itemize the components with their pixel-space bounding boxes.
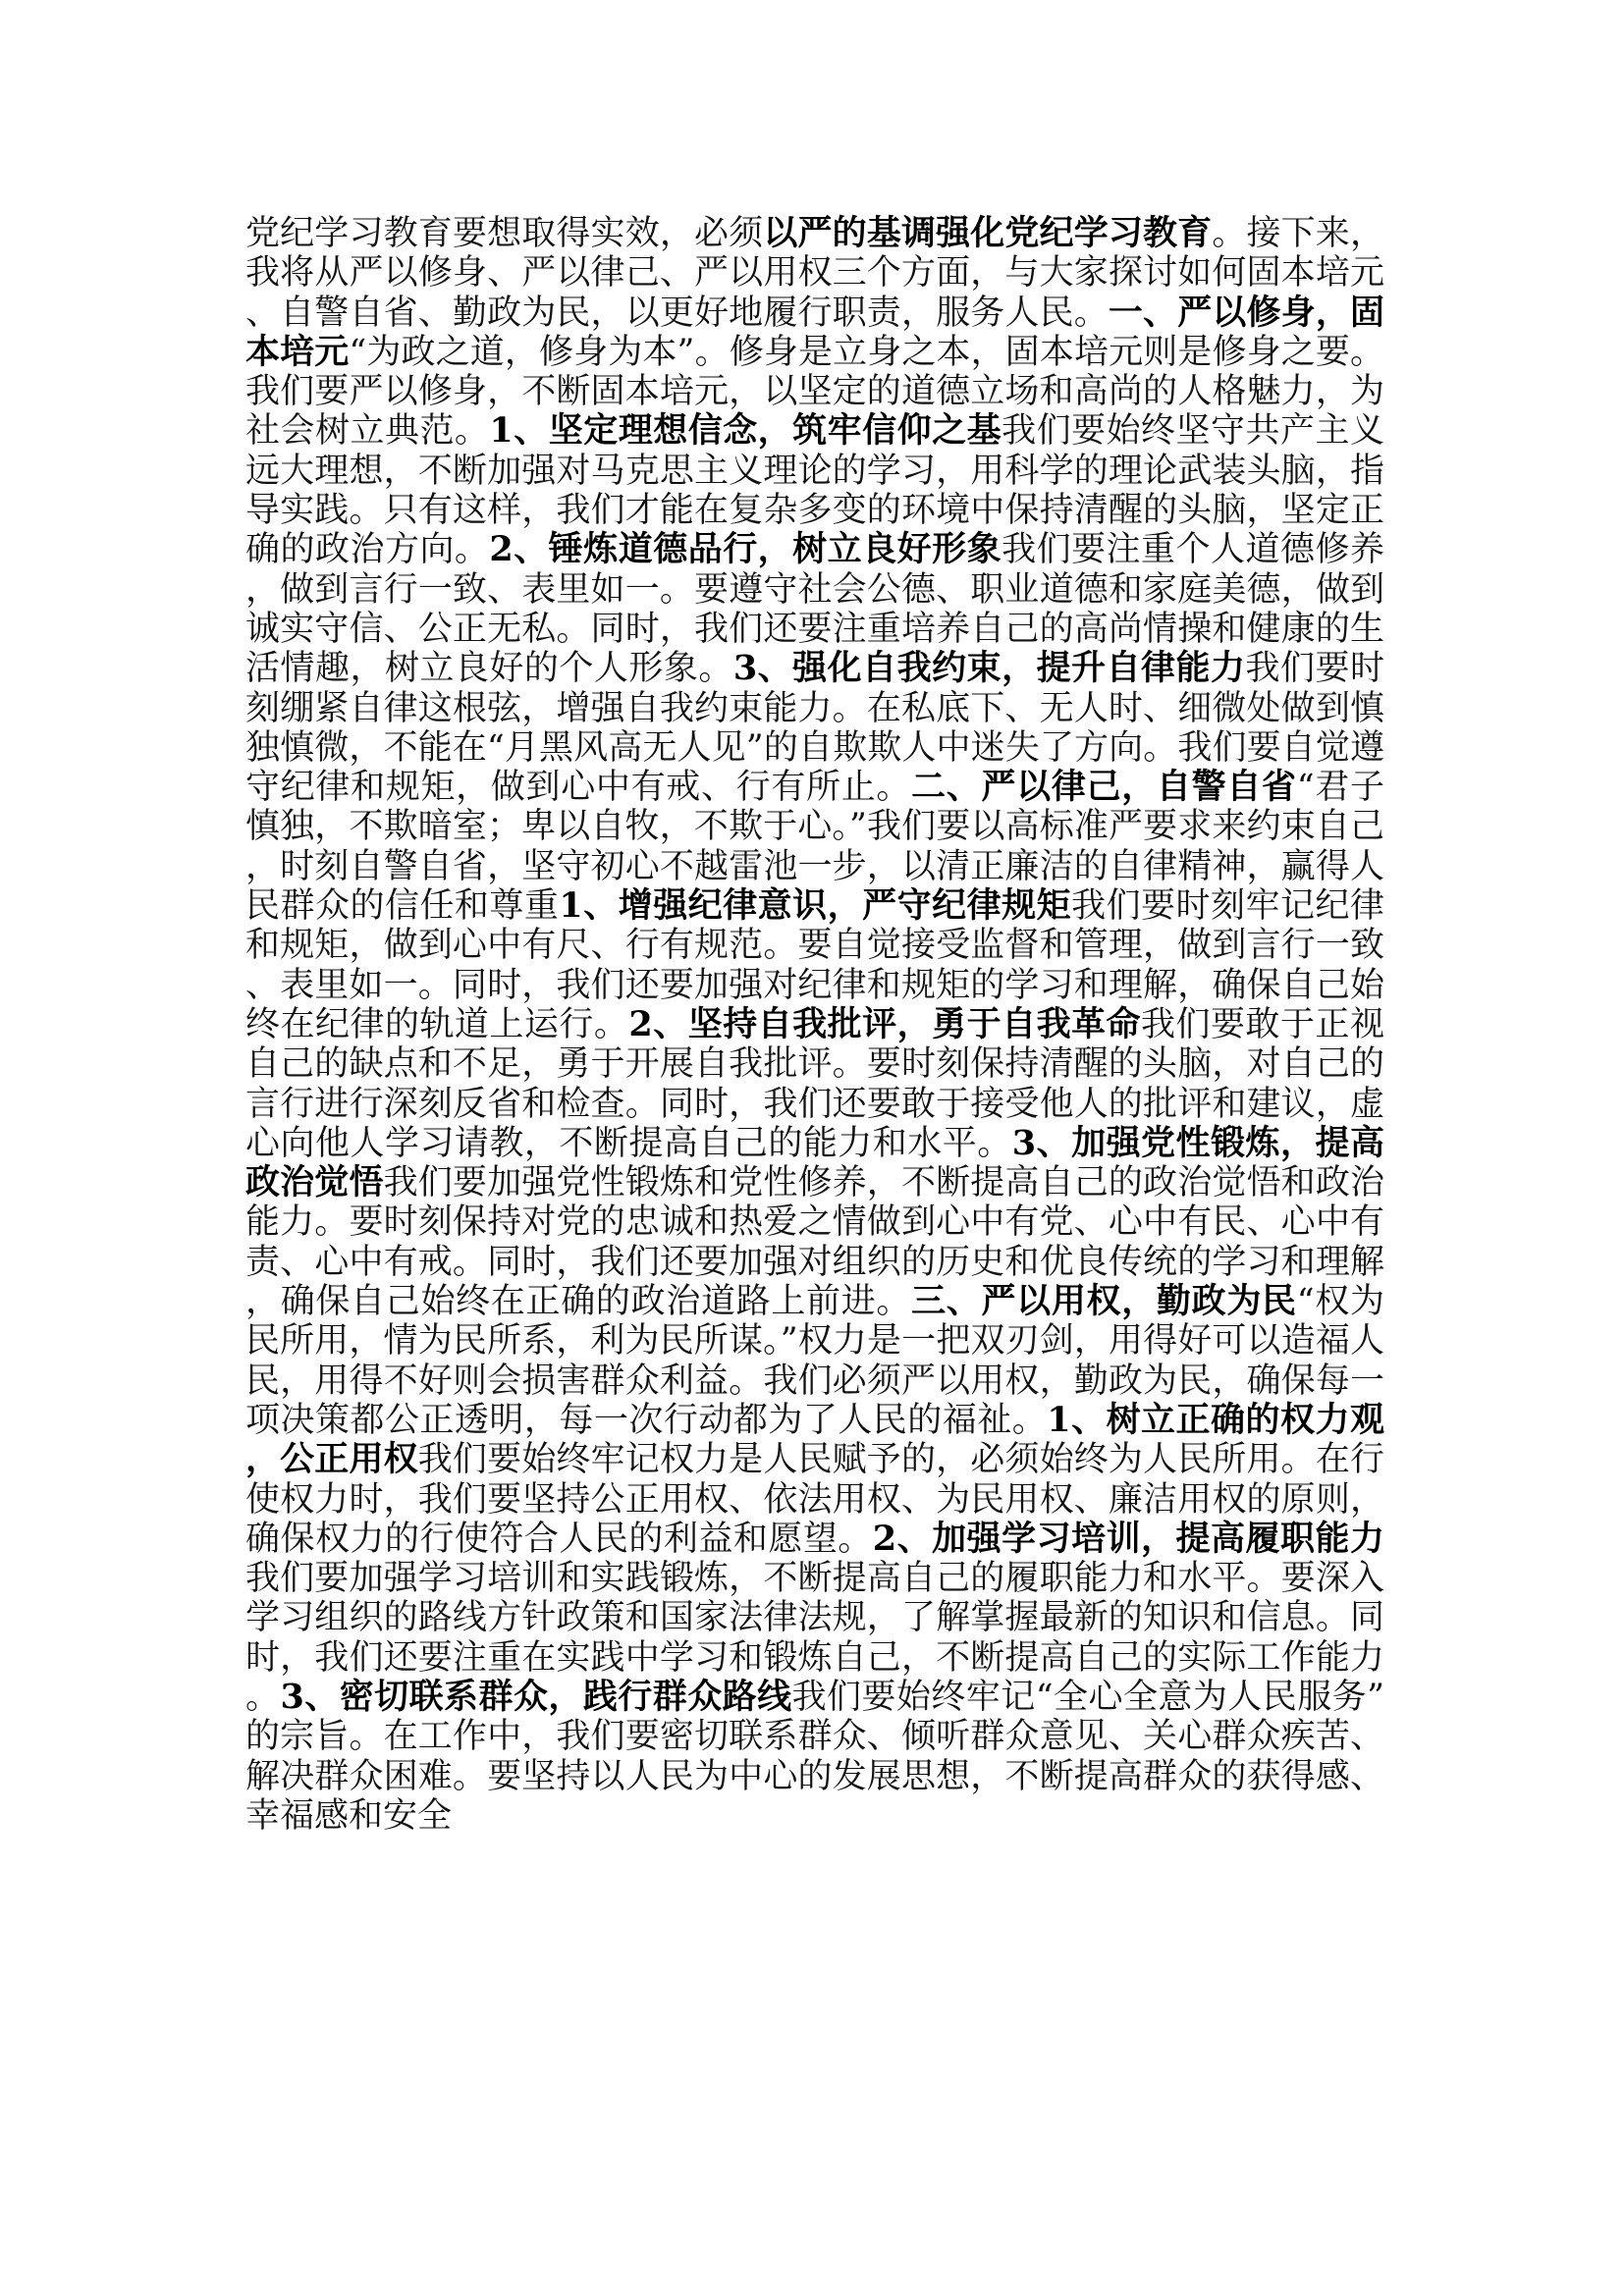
subheading: 2、加强学习培训，提高履职能力 [872,1518,1384,1559]
section-heading-3: 三、严以用权，勤政为民 [911,1281,1297,1322]
subheading: 3、强化自我约束，提升自律能力 [732,648,1246,689]
subheading: 2、锤炼道德品行，树立良好形象 [489,529,1002,570]
text-run: 。接下来，我将从严以修身、严以律己、严以用权三个方面，与大家探讨如何固本培元、自警自省、勤政为民，以更好地履行职责，服务人民。 [245,214,1384,333]
text-run: 我们要时刻牢记纪律和规矩，做到心中有尺、行有规范。要自觉接受监督和管理，做到言行一致、表里如一。同时，我们还要加强对纪律和规矩的学习和理解，确保自己始终在纪律的轨道上运行。 [245,886,1384,1044]
subheading: 3、加强党性锻炼，提高政治觉悟 [245,1122,1384,1203]
subheading: 1、增强纪律意识，严守纪律规矩 [559,885,1072,927]
subheading: 3、密切联系群众，践行群众路线 [280,1676,792,1717]
text-run: 我们要时刻绷紧自律这根弦，增强自我约束能力。在私底下、无人时、细微处做到慎独慎微，不能在“月黑风高无人见”的自欺欺人中迷失了方向。我们要自觉遵守纪律和规矩，做到心中有戒、行有所止。 [245,649,1384,808]
text-run: “君子慎独，不欺暗室；卑以自牧，不欺于心。”我们要以高标准严要求来约束自己，时刻自警自省，坚守初心不越雷池一步，以清正廉洁的自律精神，赢得人民群众的信任和尊重 [245,768,1384,927]
text-run: 我们要始终牢记权力是人民赋予的，必须始终为人民所用。在行使权力时，我们要坚持公正用权、依法用权、为民用权、廉洁用权的原则，确保权力的行使符合人民的利益和愿望。 [245,1440,1384,1559]
text-run: 我们要加强党性锻炼和党性修养，不断提高自己的政治觉悟和政治能力。要时刻保持对党的忠诚和热爱之情做到心中有党、心中有民、心中有责、心中有戒。同时，我们还要加强对组织的历史和优良传统的学习和理解，确保自己始终在正确的政治道路上前进。 [245,1163,1384,1322]
subheading: 1、树立正确的权力观，公正用权 [245,1399,1384,1480]
text-run: 我们要加强学习培训和实践锻炼，不断提高自己的履职能力和水平。要深入学习组织的路线方针政策和国家法律法规，了解掌握最新的知识和信息。同时，我们还要注重在实践中学习和锻炼自己，不断提高自己的实际工作能力。 [245,1559,1384,1717]
text-run: 党纪学习教育要想取得实效，必须 [245,214,764,253]
text-run: 我们要敢于正视自己的缺点和不足，勇于开展自我批评。要时刻保持清醒的头脑，对自己的言行进行深刻反省和检查。同时，我们还要敢于接受他人的批评和建议，虚心向他人学习请教，不断提高自己的能力和水平。 [245,1004,1384,1163]
text-run: 我们要始终牢记“全心全意为人民服务”的宗旨。在工作中，我们要密切联系群众、倾听群众意见、关心群众疾苦、解决群众困难。要坚持以人民为中心的发展思想，不断提高群众的获得感、幸福感和安全 [245,1677,1384,1836]
text-run: “权为民所用，情为民所系，利为民所谋。”权力是一把双刃剑，用得好可以造福人民，用得不好则会损害群众利益。我们必须严以用权，勤政为民，确保每一项决策都公正透明，每一次行动都为了人民的福祉。 [245,1282,1384,1440]
bold-heading: 以严的基调强化党纪学习教育 [763,213,1213,253]
text-run: “为政之道，修身为本”。修身是立身之本，固本培元则是修身之要。我们要严以修身，不断固本培元，以坚定的道德立场和高尚的人格魅力，为社会树立典范。 [245,332,1384,452]
text-run: 我们要始终坚守共产主义远大理想，不断加强对马克思主义理论的学习，用科学的理论武装头脑，指导实践。只有这样，我们才能在复杂多变的环境中保持清醒的头脑，坚定正确的政治方向。 [245,411,1384,570]
section-heading-1: 一、严以修身，固本培元 [245,292,1384,372]
body-text [245,214,1384,1836]
subheading: 2、坚持自我批评，勇于自我革命 [628,1003,1142,1044]
section-heading-2: 二、严以律己，自警自省 [911,767,1297,808]
text-run: 我们要注重个人道德修养，做到言行一致、表里如一。要遵守社会公德、职业道德和家庭美德，做到诚实守信、公正无私。同时，我们还要注重培养自己的高尚情操和健康的生活情趣，树立良好的个人形象。 [245,530,1384,689]
subheading: 1、坚定理想信念，筑牢信仰之基 [489,410,1002,452]
